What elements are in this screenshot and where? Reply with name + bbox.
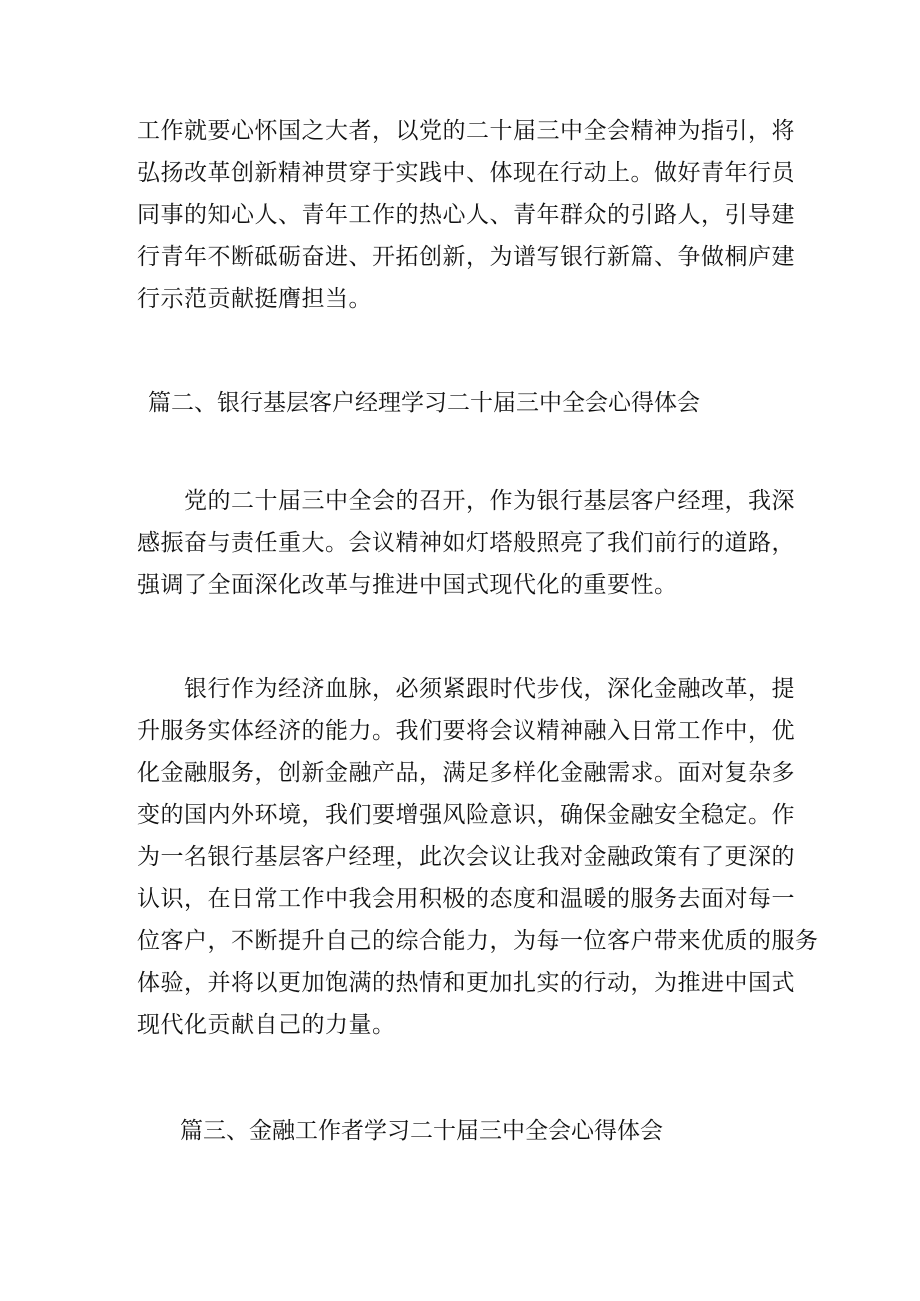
text-line: 行青年不断砥砺奋进、开拓创新，为谱写银行新篇、争做桐庐建 (137, 244, 795, 270)
text-line: 化金融服务，创新金融产品，满足多样化金融需求。面对复杂多 (137, 760, 795, 786)
body-paragraph (137, 110, 795, 320)
section-heading: 篇二、银行基层客户经理学习二十届三中全会心得体会 (148, 390, 700, 416)
text-line: 行示范贡献挺膺担当。 (137, 286, 372, 312)
text-line: 工作就要心怀国之大者，以党的二十届三中全会精神为指引，将 (137, 118, 795, 144)
text-line: 升服务实体经济的能力。我们要将会议精神融入日常工作中，优 (137, 718, 795, 744)
text-line: 认识，在日常工作中我会用积极的态度和温暖的服务去面对每一 (137, 886, 795, 912)
text-line: 同事的知心人、青年工作的热心人、青年群众的引路人，引导建 (137, 202, 795, 228)
text-line: 为一名银行基层客户经理，此次会议让我对金融政策有了更深的 (137, 844, 795, 870)
body-paragraph (137, 668, 819, 1046)
text-line: 感振奋与责任重大。会议精神如灯塔般照亮了我们前行的道路， (137, 530, 795, 556)
text-line: 银行作为经济血脉，必须紧跟时代步伐，深化金融改革，提 (137, 676, 795, 702)
text-line: 弘扬改革创新精神贯穿于实践中、体现在行动上。做好青年行员 (137, 160, 795, 186)
text-line: 强调了全面深化改革与推进中国式现代化的重要性。 (137, 572, 678, 598)
section-heading: 篇三、金融工作者学习二十届三中全会心得体会 (180, 1118, 663, 1144)
text-line: 位客户，不断提升自己的综合能力，为每一位客户带来优质的服务 (137, 928, 819, 954)
body-paragraph (137, 480, 795, 606)
text-line: 现代化贡献自己的力量。 (137, 1012, 396, 1038)
text-line: 党的二十届三中全会的召开，作为银行基层客户经理，我深 (137, 488, 795, 514)
text-line: 变的国内外环境，我们要增强风险意识，确保金融安全稳定。作 (137, 802, 795, 828)
text-line: 体验，并将以更加饱满的热情和更加扎实的行动，为推进中国式 (137, 970, 795, 996)
